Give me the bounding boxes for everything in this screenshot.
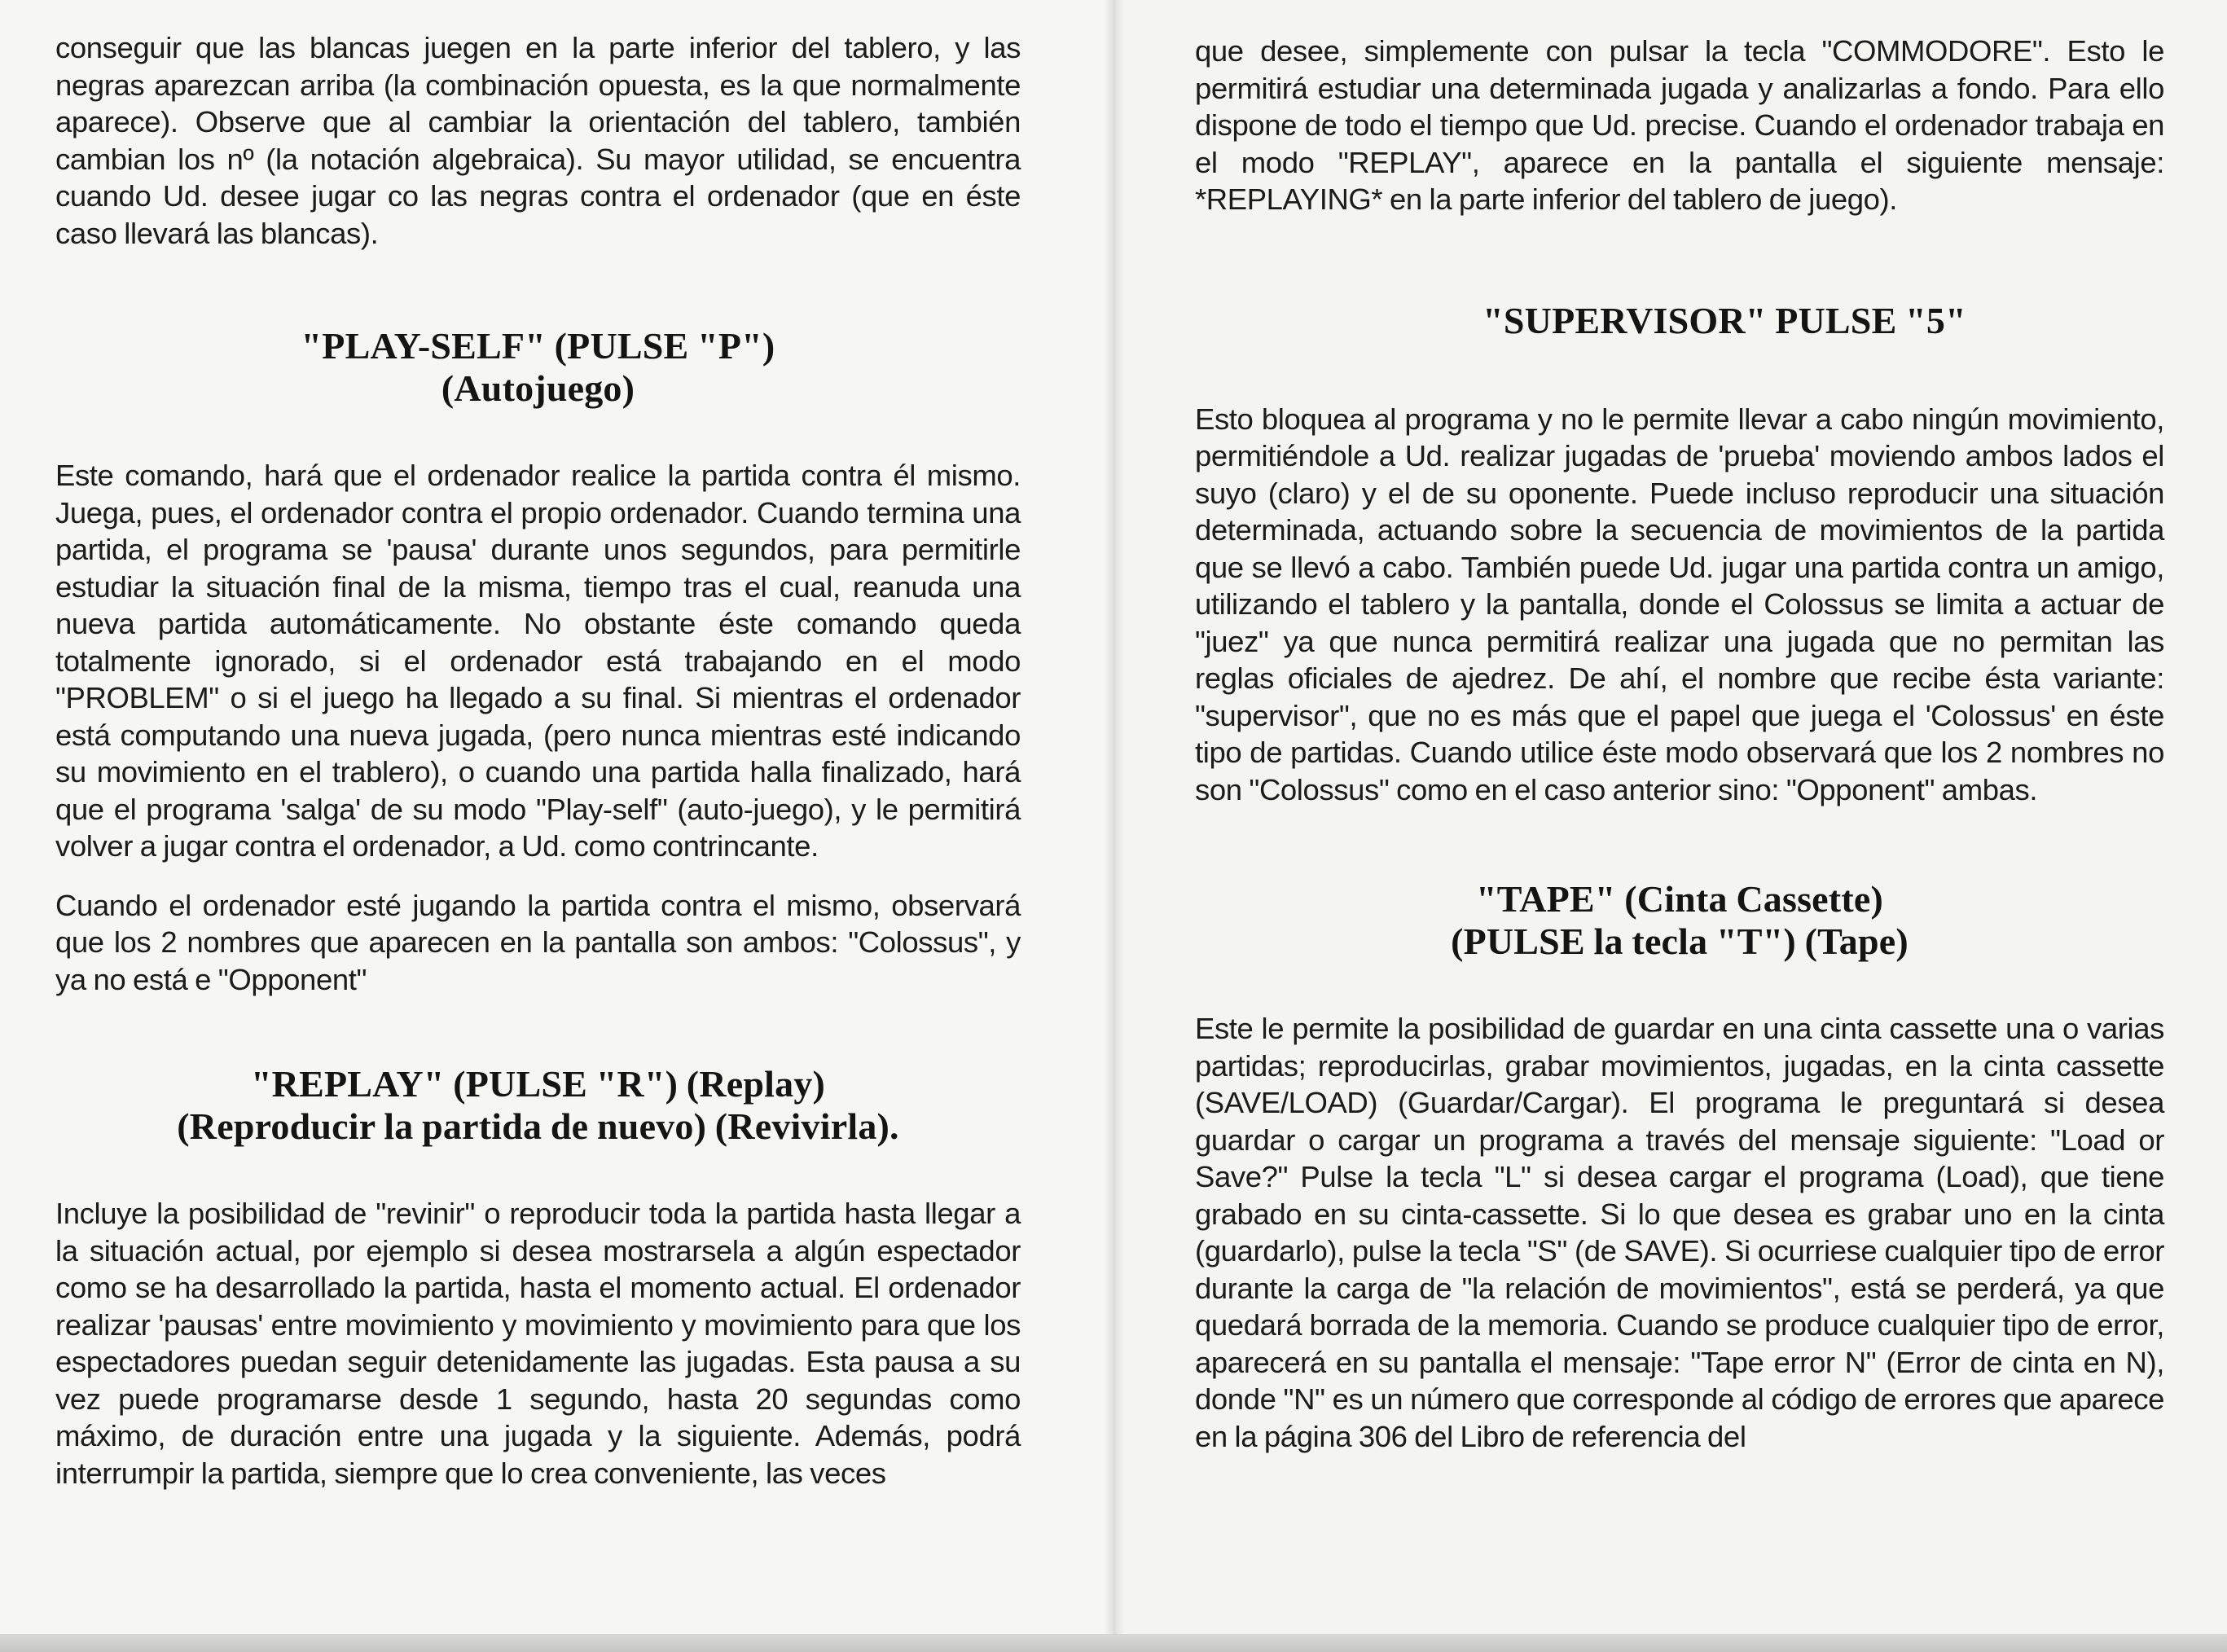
left-column bbox=[55, 29, 1021, 1492]
bottom-edge bbox=[0, 1634, 2227, 1652]
supervisor-paragraph-1: Esto bloquea al programa y no le permite llevar a cabo ningún movimiento, permitiéndole a Ud. realizar jugadas de 'prueba' moviendo ambos lados el suyo (claro) y el de su oponente. Puede incluso reproducir una situación determinada, actuando sobre la secuencia de movimientos de la partida que se llevó a cabo. También puede Ud. jugar una partida contra un amigo, utilizando el tablero y la pantalla, donde el Colossus se limita a actuar de "juez" ya que nunca permitirá realizar una jugada que no permitan las reglas oficiales de ajedrez. De ahí, el nombre que recibe ésta variante: "supervisor", que no es más que el papel que juega el 'Colossus' en éste tipo de partidas. Cuando utilice éste modo observará que los 2 nombres no son "Colossus" como en el caso anterior sino: "Opponent" ambas. bbox=[1195, 402, 2164, 806]
tape-heading-line2: (PULSE la tecla "T") (Tape) bbox=[1451, 920, 1909, 962]
right-column bbox=[1195, 33, 2164, 1455]
replay-heading-line1: "REPLAY" (PULSE "R") (Replay) bbox=[250, 1063, 826, 1105]
tape-heading-line1: "TAPE" (Cinta Cassette) bbox=[1476, 878, 1883, 920]
replay-paragraph-1: Incluye la posibilidad de "revinir" o reproducir toda la partida hasta llegar a la situación actual, por ejemplo si desea mostrarsela a algún espectador como se ha desarrollado la partida, hasta el momento actual. El ordenador realizar 'pausas' entre movimiento y movimiento y movimiento para que los espectadores puedan seguir detenidamente las jugadas. Esta pausa a su vez puede programarse desde 1 segundo, hasta 20 segundas como máximo, de duración entre una jugada y la siguiente. Además, podrá interrumpir la partida, siempre que lo crea conveniente, las veces bbox=[55, 1197, 1021, 1490]
right-intro-paragraph: que desee, simplemente con pulsar la tecla "COMMODORE". Esto le permitirá estudiar una determinada jugada y analizarlas a fondo. Para ello dispone de todo el tiempo que Ud. precise. Cuando el ordenador trabaja en el modo "REPLAY", aparece en la pantalla el siguiente mensaje: *REPLAYING* en la parte inferior del tablero de juego). bbox=[1195, 34, 2164, 216]
playself-paragraph-2: Cuando el ordenador esté jugando la partida contra el mismo, observará que los 2 nombres que aparecen en la pantalla son ambos: "Colossus", y ya no está e "Opponent" bbox=[55, 888, 1021, 996]
supervisor-heading: "SUPERVISOR" PULSE "5" bbox=[1482, 299, 1966, 341]
replay-heading bbox=[55, 1063, 1021, 1148]
tape-heading bbox=[1195, 878, 2164, 963]
book-gutter bbox=[1104, 0, 1125, 1652]
left-intro-paragraph: conseguir que las blancas juegen en la parte inferior del tablero, y las negras aparezcan arriba (la combinación opuesta, es la que normalmente aparece). Observe que al cambiar la orientación del tablero, también cambian los nº (la notación algebraica). Su mayor utilidad, se encuentra cuando Ud. desee jugar co las negras contra el ordenador (que en éste caso llevará las blancas). bbox=[55, 31, 1021, 250]
playself-heading-line2: (Autojuego) bbox=[441, 367, 635, 409]
playself-paragraph-1: Este comando, hará que el ordenador realice la partida contra él mismo. Juega, pues, el ordenador contra el propio ordenador. Cuando termina una partida, el programa se 'pausa' durante unos segundos, para permitirle estudiar la situación final de la misma, tiempo tras el cual, reanuda una nueva partida automáticamente. No obstante éste comando queda totalmente ignorado, si el ordenador está trabajando en el modo "PROBLEM" o si el juego ha llegado a su final. Si mientras el ordenador está computando una nueva jugada, (pero nunca mientras esté indicando su movimiento en el trablero), o cuando una partida halla finalizado, hará que el programa 'salga' de su modo "Play-self" (auto-juego), y le permitirá volver a jugar contra el ordenador, a Ud. como contrincante. bbox=[55, 459, 1021, 863]
playself-heading bbox=[55, 325, 1021, 410]
right-page bbox=[1114, 0, 2227, 1652]
replay-heading-line2: (Reproducir la partida de nuevo) (Revivirla). bbox=[177, 1105, 899, 1147]
tape-paragraph-1: Este le permite la posibilidad de guardar en una cinta cassette una o varias partidas; reproducirlas, grabar movimientos, jugadas, en la cinta cassette (SAVE/LOAD) (Guardar/Cargar). El programa le preguntará si desea guardar o cargar un programa a través del mensaje siguiente: "Load or Save?" Pulse la tecla "L" si desea cargar el programa (Load), que tiene grabado en su cinta-cassette. Si lo que desea es grabar uno en la cinta (guardarlo), pulse la tecla "S" (de SAVE). Si ocurriese cualquier tipo de error durante la carga de "la relación de movimientos", está se perderá, ya que quedará borrada de la memoria. Cuando se produce cualquier tipo de error, aparecerá en su pantalla el mensaje: "Tape error N" (Error de cinta en N), donde "N" es un número que corresponde al código de errores que aparece en la página 306 del Libro de referencia del bbox=[1195, 1012, 2164, 1453]
playself-heading-line1: "PLAY-SELF" (PULSE "P") bbox=[301, 325, 775, 367]
